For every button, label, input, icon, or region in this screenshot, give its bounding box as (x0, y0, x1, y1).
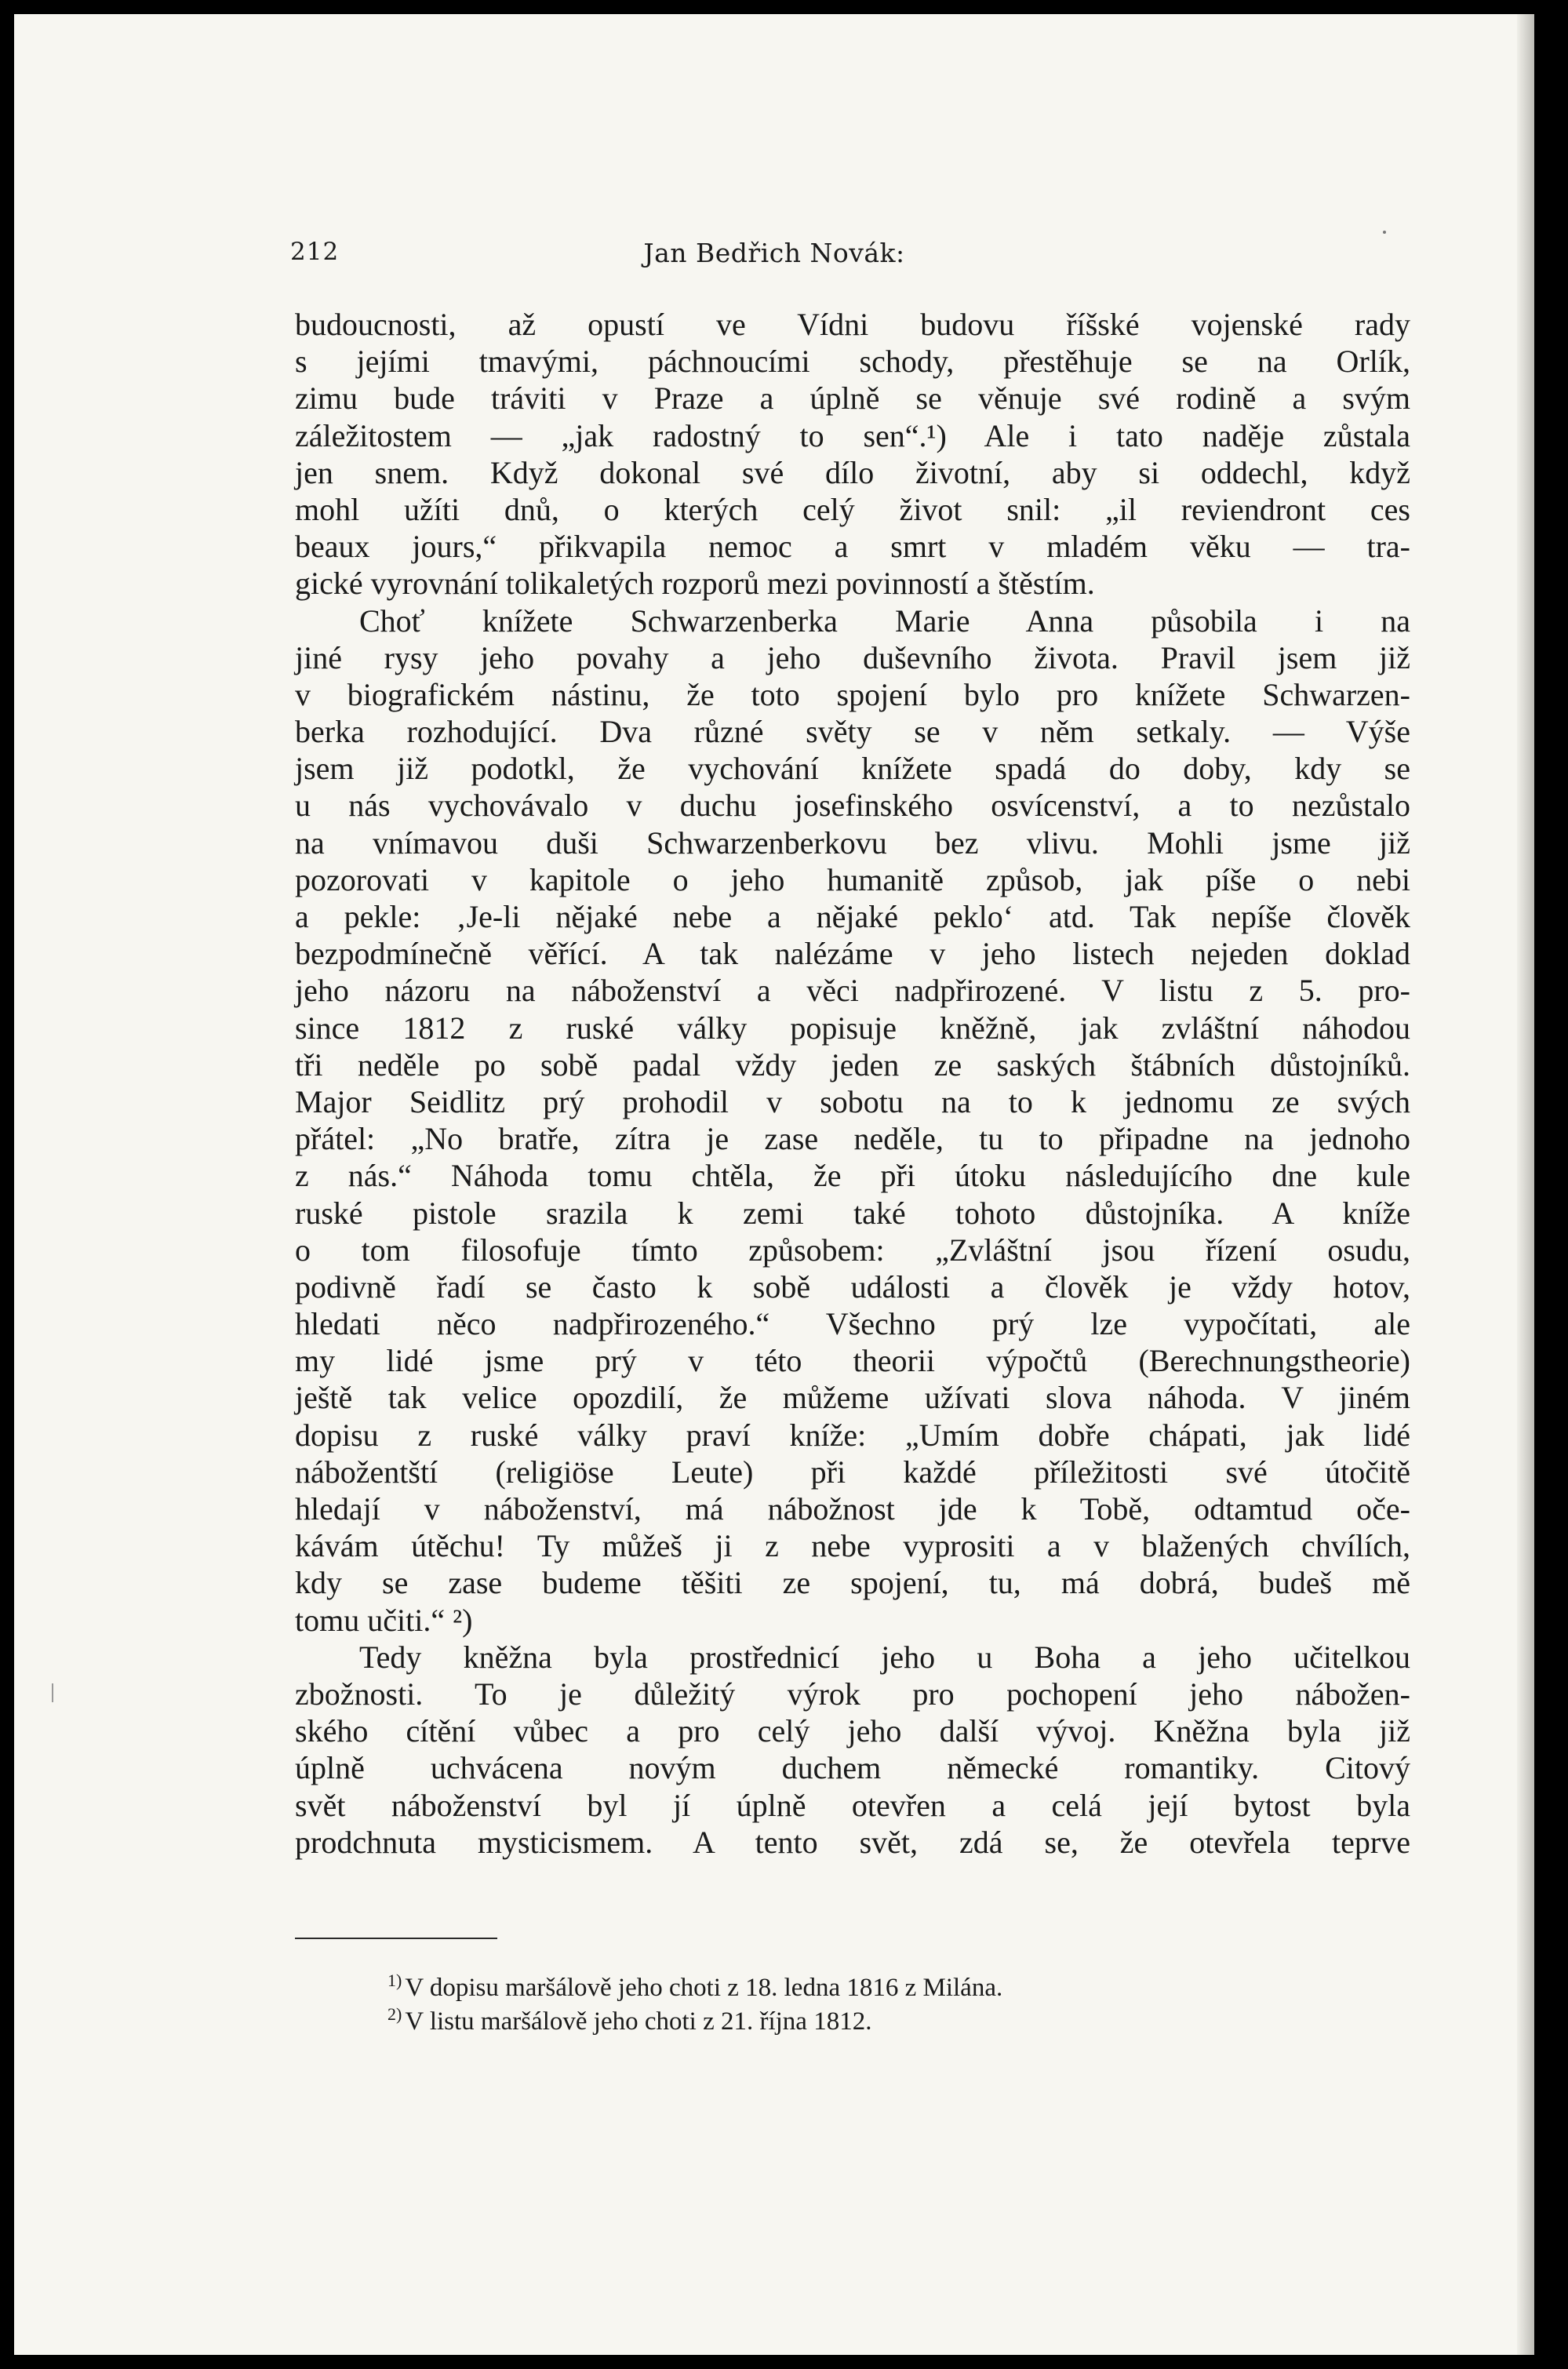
text-line: tři neděle po sobě padal vždy jeden ze saských štábních důstojníků. (295, 1046, 1410, 1083)
text-line: ještě tak velice opozdilí, že můžeme užívati slova náhoda. V jiném (295, 1380, 1410, 1416)
text-line: kdy se zase budeme těšiti ze spojení, tu, má dobrá, budeš mě (295, 1565, 1410, 1601)
body-text (295, 306, 1410, 1861)
footnote-rule (295, 1938, 497, 1939)
print-speck (1383, 231, 1386, 234)
text-line: berka rozhodující. Dva různé světy se v něm setkaly. — Výše (295, 714, 1410, 750)
text-line: a pekle: ‚Je-li nějaké nebe a nějaké peklo‘ atd. Tak nepíše člověk (295, 899, 1410, 934)
text-line: tomu učiti.“ ²) (295, 1602, 473, 1638)
text-line: u nás vychovávalo v duchu josefinského osvícenství, a to nezůstalo (295, 788, 1410, 824)
text-line: gické vyrovnání tolikaletých rozporů mezi povinností a štěstím. (295, 566, 1095, 602)
page-edge-shadow (1517, 14, 1534, 2355)
running-head (14, 238, 1534, 269)
footnote-mark: 2) (387, 2004, 402, 2024)
text-line: s jejími tmavými, páchnoucími schody, přestěhuje se na Orlík, (295, 344, 1410, 380)
text-line: my lidé jsme prý v této theorii výpočtů (Berechnungstheorie) (295, 1343, 1410, 1379)
footnote-1 (387, 1963, 1003, 2002)
text-line: Choť knížete Schwarzenberka Marie Anna působila i na (359, 602, 1410, 639)
text-line: svět náboženství byl jí úplně otevřen a celá její bytost byla (295, 1787, 1410, 1823)
text-line: podivně řadí se často k sobě události a člověk je vždy hotov, (295, 1268, 1410, 1305)
text-line: záležitostem — „jak radostný to sen“.¹) Ale i tato naděje zůstala (295, 417, 1410, 453)
text-line: prodchnuta mysticismem. A tento svět, zdá se, že otevřela teprve (295, 1824, 1410, 1860)
text-line: jiné rysy jeho povahy a jeho duševního života. Pravil jsem již (295, 639, 1410, 675)
text-line: z nás.“ Náhoda tomu chtěla, že při útoku následujícího dne kule (295, 1158, 1410, 1194)
text-line: zbožnosti. To je důležitý výrok pro pochopení jeho nábožen- (295, 1676, 1410, 1712)
text-line: Tedy kněžna byla prostřednicí jeho u Boha a jeho učitelkou (359, 1639, 1410, 1675)
text-line: beaux jours,“ přikvapila nemoc a smrt v mladém věku — tra- (295, 529, 1410, 565)
text-line: nábožentští (religiöse Leute) při každé příležitosti své útočitě (295, 1454, 1410, 1490)
book-page (14, 14, 1534, 2355)
text-line: jsem již podotkl, že vychování knížete spadá do doby, kdy se (295, 751, 1410, 787)
page-number: 212 (290, 238, 340, 266)
footnote-mark: 1) (387, 1971, 402, 1990)
text-line: zimu bude tráviti v Praze a úplně se věnuje své rodině a svým (295, 380, 1410, 417)
footnote-text: V listu maršálově jeho choti z 21. října 1812. (405, 2007, 872, 2036)
text-line: jen snem. Když dokonal své dílo životní, aby si oddechl, když (295, 454, 1410, 490)
text-line: bezpodmínečně věřící. A tak nalézáme v jeho listech nejeden doklad (295, 936, 1410, 972)
text-line: v biografickém nástinu, že toto spojení bylo pro knížete Schwarzen- (295, 676, 1410, 712)
margin-mark (52, 1683, 53, 1702)
footnote-2 (387, 1997, 1002, 2036)
text-line: Major Seidlitz prý prohodil v sobotu na to k jednomu ze svých (295, 1083, 1410, 1119)
text-line: jeho názoru na náboženství a věci nadpřirozené. V listu z 5. pro- (295, 973, 1410, 1009)
text-line: dopisu z ruské války praví kníže: „Umím dobře chápati, jak lidé (295, 1417, 1410, 1453)
text-line: ského cítění vůbec a pro celý jeho další vývoj. Kněžna byla již (295, 1713, 1410, 1749)
footnote-text: V dopisu maršálově jeho choti z 18. ledna 1816 z Milána. (405, 1974, 1003, 2002)
text-line: since 1812 z ruské války popisuje kněžně, jak zvláštní náhodou (295, 1010, 1410, 1046)
text-line: hledati něco nadpřirozeného.“ Všechno prý lze vypočítati, ale (295, 1306, 1410, 1342)
text-line: pozorovati v kapitole o jeho humanitě způsob, jak píše o nebi (295, 861, 1410, 897)
text-line: ruské pistole srazila k zemi také tohoto důstojníka. A kníže (295, 1195, 1410, 1231)
text-line: kávám útěchu! Ty můžeš ji z nebe vyprositi a v blažených chvílích, (295, 1528, 1410, 1564)
text-line: o tom filosofuje tímto způsobem: „Zvláštní jsou řízení osudu, (295, 1232, 1410, 1268)
text-line: na vnímavou duši Schwarzenberkovu bez vlivu. Mohli jsme již (295, 824, 1410, 861)
text-line: úplně uchvácena novým duchem německé romantiky. Citový (295, 1750, 1410, 1786)
text-line: hledají v náboženství, má nábožnost jde k Tobě, odtamtud oče- (295, 1491, 1410, 1527)
running-title: Jan Bedřich Novák: (643, 238, 905, 268)
text-line: mohl užíti dnů, o kterých celý život snil: „il reviendront ces (295, 491, 1410, 527)
text-line: budoucnosti, až opustí ve Vídni budovu říšské vojenské rady (295, 307, 1410, 342)
text-line: přátel: „No bratře, zítra je zase neděle, tu to připadne na jednoho (295, 1121, 1410, 1157)
footnotes (387, 1963, 1003, 2036)
